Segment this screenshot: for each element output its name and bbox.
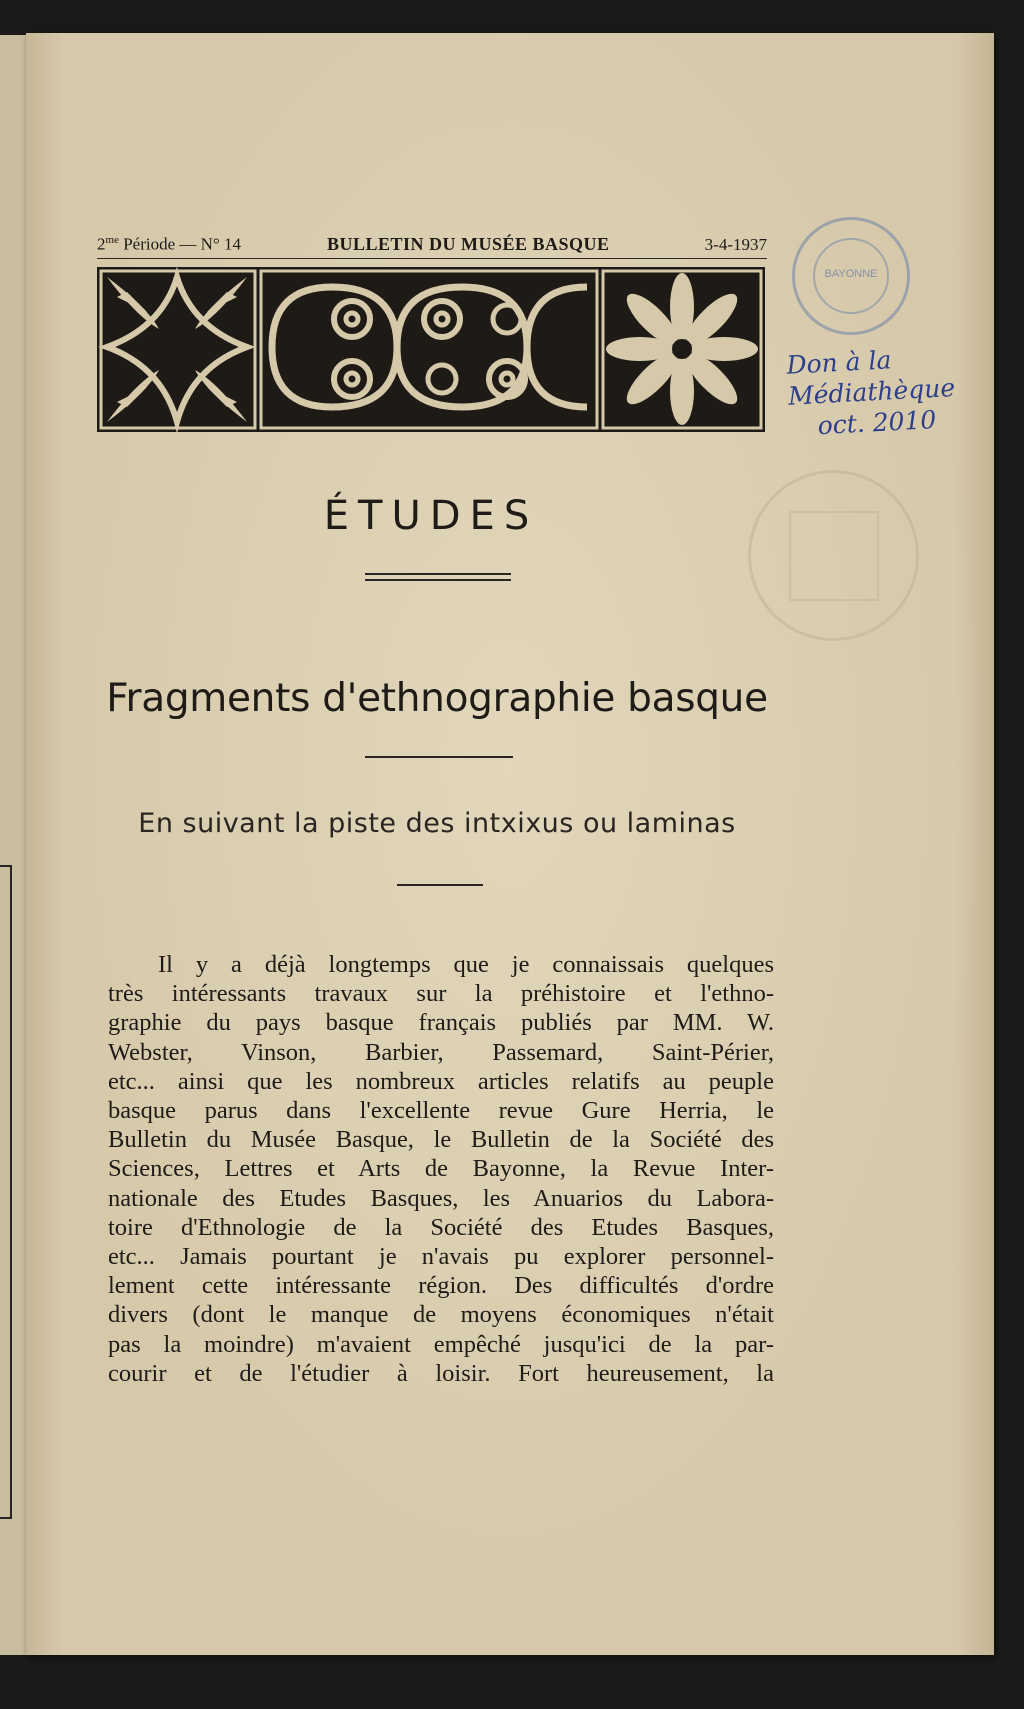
body-line: Il y a déjà longtemps que je connaissais quelques — [158, 951, 774, 978]
running-header — [97, 228, 767, 259]
body-line: Bulletin du Musée Basque, le Bulletin de la Société des — [108, 1126, 774, 1154]
header-periode: $2^{me}$ Période — N° 14 — [97, 234, 241, 254]
title-divider — [365, 756, 513, 758]
body-line: très intéressants travaux sur la préhistoire et l'ethno- — [108, 980, 774, 1008]
library-stamp-blue — [792, 217, 910, 335]
body-line: graphie du pays basque français publiés par MM. W. — [108, 1009, 774, 1037]
stamp-label: BAYONNE — [824, 268, 878, 280]
body-line: Webster, Vinson, Barbier, Passemard, Saint-Périer, — [108, 1038, 774, 1066]
article-title: Fragments d'ethnographie basque — [106, 676, 768, 721]
body-line: courir et de l'étudier à loisir. Fort heureusement, la — [108, 1359, 774, 1387]
basque-ornament-band — [97, 267, 765, 432]
handwritten-donation-note — [786, 340, 971, 442]
header-date: 3-4-1937 — [704, 235, 767, 254]
handwriting-line-1: Don à la — [785, 345, 893, 380]
section-title: ÉTUDES — [323, 493, 539, 539]
faded-stamp-inner — [789, 511, 879, 601]
adjacent-page-rule — [0, 865, 12, 1519]
faded-museum-stamp — [748, 470, 919, 641]
body-line: toire d'Ethnologie de la Société des Etudes Basques, — [108, 1213, 774, 1241]
article-body — [108, 950, 774, 1388]
subtitle-divider — [397, 884, 483, 886]
body-line: basque parus dans l'excellente revue Gure Herria, le — [108, 1097, 774, 1125]
body-line: etc... ainsi que les nombreux articles relatifs au peuple — [108, 1067, 774, 1095]
body-line: divers (dont le manque de moyens économiques n'était — [108, 1301, 774, 1329]
body-line: nationale des Etudes Basques, les Anuarios du Labora- — [108, 1184, 774, 1212]
body-line: pas la moindre) m'avaient empêché jusqu'ici de la par- — [108, 1330, 774, 1358]
body-line: Sciences, Lettres et Arts de Bayonne, la Revue Inter- — [108, 1155, 774, 1183]
handwriting-line-3: oct. 2010 — [816, 405, 937, 441]
handwriting-line-2: Médiathèque — [787, 372, 956, 411]
body-line: etc... Jamais pourtant je n'avais pu explorer personnel- — [108, 1243, 774, 1271]
body-line: lement cette intéressante région. Des difficultés d'ordre — [108, 1272, 774, 1300]
article-subtitle: En suivant la piste des intxixus ou laminas — [138, 808, 736, 839]
header-bulletin-title: BULLETIN DU MUSÉE BASQUE — [327, 234, 610, 254]
section-divider — [365, 573, 511, 581]
